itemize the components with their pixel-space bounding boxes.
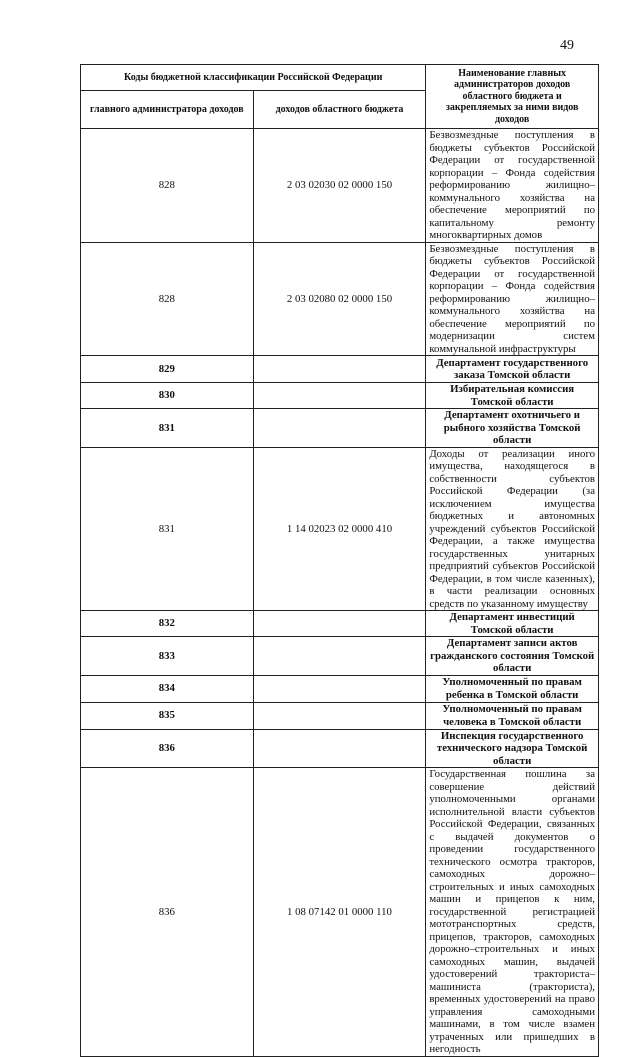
income-code-cell [253, 729, 426, 768]
admin-code-cell: 836 [81, 768, 254, 1057]
budget-classification-table [80, 64, 599, 1057]
income-code-cell: 1 08 07142 01 0000 110 [253, 768, 426, 1057]
income-code-cell [253, 383, 426, 409]
page-number: 49 [560, 38, 574, 53]
admin-code-cell: 836 [81, 729, 254, 768]
admin-code-cell: 828 [81, 129, 254, 243]
department-name-cell: Департамент инвестиций Томской области [426, 611, 599, 637]
department-name-cell: Уполномоченный по правам ребенка в Томской области [426, 675, 599, 702]
income-code-cell: 2 03 02030 02 0000 150 [253, 129, 426, 243]
table-row [81, 409, 599, 448]
table-row [81, 768, 599, 1057]
table-row [81, 611, 599, 637]
income-code-cell [253, 611, 426, 637]
header-income-code: доходов областного бюджета [253, 91, 426, 129]
table-row [81, 447, 599, 611]
income-name-cell: Безвозмездные поступления в бюджеты субъектов Российской Федерации от государственной корпорации – Фонда содействия реформированию жилищно–коммунального хозяйства на обеспечение мероприятий по капитальному ремонту многоквартирных домов [426, 129, 599, 243]
income-code-cell [253, 356, 426, 383]
department-name-cell: Избирательная комиссия Томской области [426, 383, 599, 409]
header-administrator-name: Наименование главных администраторов доходов областного бюджета и закрепляемых за ними видов доходов [426, 65, 599, 129]
admin-code-cell: 828 [81, 242, 254, 356]
admin-code-cell: 835 [81, 702, 254, 729]
admin-code-cell: 832 [81, 611, 254, 637]
table-row [81, 383, 599, 409]
header-codes-group: Коды бюджетной классификации Российской Федерации [81, 65, 426, 91]
income-code-cell [253, 637, 426, 676]
income-code-cell [253, 409, 426, 448]
admin-code-cell: 834 [81, 675, 254, 702]
table-row [81, 356, 599, 383]
income-name-cell: Доходы от реализации иного имущества, находящегося в собственности субъектов Российской Федерации (за исключением имущества бюджетных и автономных учреждений субъектов Российской Федерации, а также имущества государственных унитарных предприятий субъектов Российской Федерации, в том числе казенных), в части реализации основных средств по указанному имуществу [426, 447, 599, 611]
department-name-cell: Департамент записи актов гражданского состояния Томской области [426, 637, 599, 676]
income-name-cell: Безвозмездные поступления в бюджеты субъектов Российской Федерации от государственной корпорации – Фонда содействия реформированию жилищно–коммунального хозяйства на обеспечение мероприятий по модернизации систем коммунальной инфраструктуры [426, 242, 599, 356]
table-row [81, 637, 599, 676]
department-name-cell: Уполномоченный по правам человека в Томской области [426, 702, 599, 729]
table-row [81, 702, 599, 729]
table-row [81, 129, 599, 243]
income-code-cell [253, 702, 426, 729]
table-row [81, 729, 599, 768]
table-row [81, 242, 599, 356]
admin-code-cell: 833 [81, 637, 254, 676]
income-code-cell: 2 03 02080 02 0000 150 [253, 242, 426, 356]
income-name-cell: Государственная пошлина за совершение действий уполномоченными органами исполнительной власти субъектов Российской Федерации, связанных с выдачей документов о проведении государственного технического осмотра тракторов, самоходных дорожно–строительных и иных самоходных машин и прицепов к ним, государственной регистрацией мототранспортных средств, прицепов, тракторов, самоходных дорожно–строительных и иных самоходных машин, выдачей удостоверений тракториста–машиниста (тракториста), временных удостоверений на право управления самоходными машинами, в том числе взамен утраченных или пришедших в негодность [426, 768, 599, 1057]
header-admin-code: главного администратора доходов [81, 91, 254, 129]
income-code-cell [253, 675, 426, 702]
admin-code-cell: 831 [81, 409, 254, 448]
department-name-cell: Департамент государственного заказа Томской области [426, 356, 599, 383]
admin-code-cell: 831 [81, 447, 254, 611]
table-row [81, 675, 599, 702]
admin-code-cell: 829 [81, 356, 254, 383]
income-code-cell: 1 14 02023 02 0000 410 [253, 447, 426, 611]
department-name-cell: Департамент охотничьего и рыбного хозяйства Томской области [426, 409, 599, 448]
admin-code-cell: 830 [81, 383, 254, 409]
department-name-cell: Инспекция государственного технического надзора Томской области [426, 729, 599, 768]
